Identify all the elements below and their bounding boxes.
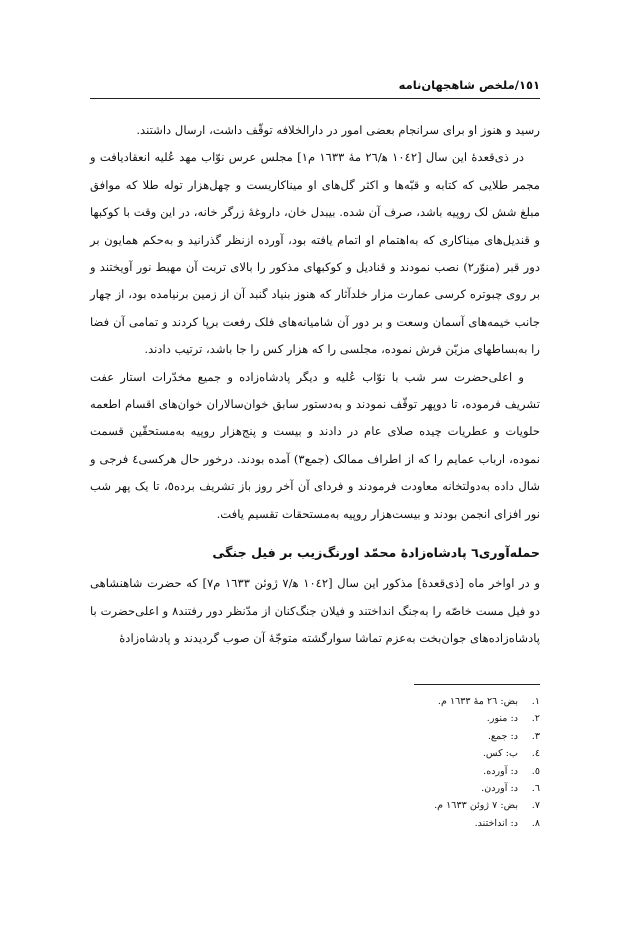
footnote-text: ب: کس.	[482, 748, 518, 760]
footnote-item	[300, 763, 540, 780]
section-heading: حمله‌آوری٦ پادشاه‌زادهٔ محمّد اورنگ‌زیب بر فیل جنگی	[212, 545, 540, 561]
footnote-item	[300, 745, 540, 762]
footnote-number: ٦.	[531, 783, 540, 795]
footnote-number: ٧.	[531, 800, 540, 812]
footnote-item	[300, 815, 540, 832]
footnote-number: ٢.	[531, 713, 540, 725]
footnote-item	[300, 710, 540, 727]
footnote-number: ٨.	[531, 817, 540, 829]
footnote-item	[300, 780, 540, 797]
page-body	[90, 117, 540, 652]
running-header: ١٥١/ملخص شاهجهان‌نامه	[398, 78, 540, 92]
paragraph-3: و اعلی‌حضرت سر شب با نوّاب عُلیه و دیگر پادشاه‌زاده و جمیع مخدّرات استار عفت تشریف فرموده، تا دوپهر توقّف نمودند و به‌دستور سابق خوان‌سالاران خوان‌های اقسام اطعمه حلویات و عطریات چیده صلای عام در دادند و بیست و پنج‌هزار روپیه به‌مستحقّین قسمت نموده، ارباب عمایم را که از اطراف ممالک (جمع٣) آمده بودند. درخور حال هرکسی٤ فرجی و شال داده به‌دولتخانه معاودت فرمودند و فردای آن آخر روز باز تشریف برده٥، تا یک پهر شب نور افزای انجمن بودند و بیست‌هزار روپیه به‌مستحقات تقسیم یافت.	[90, 369, 540, 521]
footnote-number: ٣.	[531, 730, 540, 742]
footnote-text: د: آوردن.	[481, 783, 518, 795]
paragraph-1: رسید و هنوز او برای سرانجام بعضی امور در دارالخلافه توقّف داشت، ارسال داشتند.	[136, 123, 540, 137]
footnote-text: بض: ٢٦ مهٔ ١٦٣٣ م.	[437, 696, 518, 707]
footnote-text: د: انداختند.	[474, 817, 518, 829]
footnotes-list	[300, 693, 540, 832]
footnote-text: د: منور.	[486, 713, 518, 725]
footnote-item	[300, 797, 540, 814]
footnote-number: ٥.	[531, 765, 540, 777]
footnote-text: د: آورده.	[483, 765, 518, 777]
footnote-text: د: جمع.	[487, 730, 518, 742]
paragraph-4: و در اواخر ماه [ذی‌قعدهٔ] مذکور این سال [١٠٤٢ ﻫ/٧ ژوئن ١٦٣٣ م٧] که حضرت شاهنشاهی دو فیل مست خاصّه را به‌جنگ انداختند و فیلان جنگ‌کنان از مدّنظر دور رفتند٨ و اعلی‌حضرت با پادشاه‌زاده‌های جوان‌بخت به‌عزم تماشا سوارگشته متوجّهٔ آن صوب گردیدند و پادشاه‌زادهٔ	[90, 576, 540, 645]
footnote-text: بض: ٧ ژوئن ١٦٣٣ م.	[434, 800, 518, 812]
footnote-rule	[414, 684, 540, 685]
header-rule	[90, 98, 540, 99]
paragraph-2: در ذی‌قعدهٔ این سال [١٠٤٢ ﻫ/٢٦ مهٔ ١٦٣٣ م١] مجلس عرس نوّاب مهد عُلیه انعقادیافت و مجمر طلایی که کتابه و قبّه‌ها و اکثر گل‌های او میناکاریست و چهل‌هزار توله طلا که موافق مبلغ شش لک روپیه باشد، صرف آن شده. بیبدل خان، داروغهٔ زرگر خانه، در این وقت با کوکبها و قندیل‌های میناکاری که به‌اهتمام او اتمام یافته بود، آورده ازنظر گذرانید و به‌حکم همایون بر دور قبر (منوّر٢) نصب نمودند و قنادیل و کوکبهای مذکور را بالای تربت آن مهبط نور آویختند و بر روی چبوتره کرسی عمارت مزار خلدآثار که هنوز بنیاد گنبد آن از زمین برنیامده بود، از چهار جانب خیمه‌های آسمان وسعت و بر دور آن شامیانه‌های فلک رفعت برپا کردند و تمامی آن فضا را به‌بساطهای مزیّن فرش نموده، مجلسی را که هزار کس را جا باشد، ترتیب دادند.	[90, 150, 540, 357]
footnote-number: ٤.	[531, 748, 540, 760]
footnote-item	[300, 728, 540, 745]
footnote-item	[300, 693, 540, 710]
footnote-number: ١.	[531, 696, 540, 707]
